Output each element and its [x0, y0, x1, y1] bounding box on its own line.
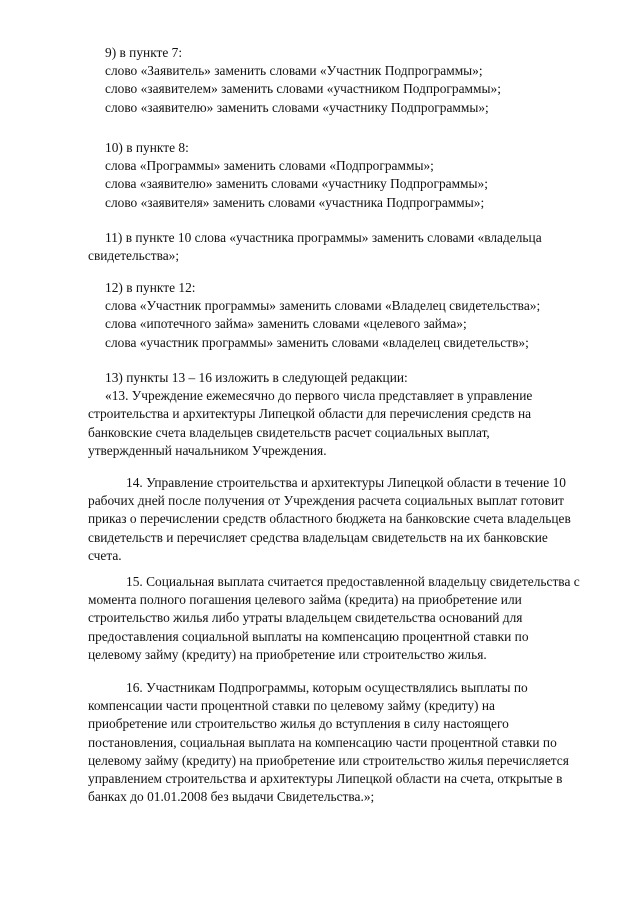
paragraph-16-line: целевому займу (кредиту) на приобретение или строительство жилья перечисляется — [88, 752, 569, 768]
item-11-line: 11) в пункте 10 слова «участника программы» заменить словами «владельца — [105, 230, 542, 245]
item-10 — [105, 139, 625, 212]
paragraph-14-line: счета. — [88, 547, 122, 563]
item-10-line: слово «заявителя» заменить словами «участника Подпрограммы»; — [105, 194, 485, 210]
item-10-line: слова «заявителю» заменить словами «участнику Подпрограммы»; — [105, 176, 488, 192]
item-12-line: слова «участник программы» заменить словами «владелец свидетельств»; — [105, 334, 529, 350]
item-9-heading: 9) в пункте 7: — [105, 45, 183, 60]
paragraph-16-line: компенсации части процентной ставки по целевому займу (кредиту) на — [88, 698, 495, 714]
paragraph-14 — [88, 474, 608, 565]
item-9-line: слово «заявителю» заменить словами «участнику Подпрограммы»; — [105, 99, 489, 115]
item-11-line: свидетельства»; — [88, 248, 180, 264]
item-9 — [105, 44, 625, 117]
paragraph-14-line: приказ о перечислении средств областного бюджета на банковские счета владельцев — [88, 511, 571, 527]
item-12-heading: 12) в пункте 12: — [105, 280, 196, 295]
paragraph-16-line: управлением строительства и архитектуры Липецкой области на счета, открытые в — [88, 771, 563, 787]
paragraph-16-line: 16. Участникам Подпрограммы, которым осуществлялись выплаты по — [126, 680, 528, 695]
item-10-line: слова «Программы» заменить словами «Подпрограммы»; — [105, 158, 434, 174]
paragraph-15-line: момента полного погашения целевого займа (кредита) на приобретение или — [88, 592, 522, 608]
paragraph-15-line: предоставления социальной выплаты на компенсацию процентной ставки по — [88, 628, 529, 644]
paragraph-15 — [88, 573, 608, 664]
item-9-line: слово «заявителем» заменить словами «участником Подпрограммы»; — [105, 81, 501, 97]
paragraph-15-line: 15. Социальная выплата считается предоставленной владельцу свидетельства с — [126, 574, 580, 589]
paragraph-15-line: строительство жилья либо утраты владельцем свидетельства оснований для — [88, 610, 523, 626]
item-12-line: слова «ипотечного займа» заменить словами «целевого займа»; — [105, 316, 467, 332]
paragraph-16-line: банках до 01.01.2008 без выдачи Свидетельства.»; — [88, 789, 375, 805]
item-13-line: «13. Учреждение ежемесячно до первого числа представляет в управление — [105, 388, 533, 404]
item-13 — [88, 369, 608, 460]
item-9-line: слово «Заявитель» заменить словами «Участник Подпрограммы»; — [105, 63, 483, 79]
item-13-line: строительства и архитектуры Липецкой области для перечисления средств на — [88, 406, 532, 422]
item-11 — [88, 229, 608, 265]
item-12 — [105, 279, 625, 352]
item-12-line: слова «Участник программы» заменить словами «Владелец свидетельства»; — [105, 298, 541, 314]
paragraph-16-line: приобретение или строительство жилья до вступления в силу настоящего — [88, 716, 509, 732]
paragraph-14-line: рабочих дней после получения от Учреждения расчета социальных выплат готовит — [88, 493, 564, 509]
item-13-line: утвержденный начальником Учреждения. — [88, 442, 327, 458]
paragraph-16 — [88, 679, 608, 806]
item-13-line: банковские счета владельцев свидетельств расчет социальных выплат, — [88, 424, 490, 440]
paragraph-16-line: постановления, социальная выплата на компенсацию части процентной ставки по — [88, 734, 557, 750]
paragraph-15-line: целевому займу (кредиту) на приобретение или строительство жилья. — [88, 646, 487, 662]
paragraph-14-line: свидетельств и перечисляет средства владельцам свидетельств на их банковские — [88, 529, 548, 545]
item-10-heading: 10) в пункте 8: — [105, 140, 189, 155]
paragraph-14-line: 14. Управление строительства и архитектуры Липецкой области в течение 10 — [126, 475, 566, 490]
item-13-heading: 13) пункты 13 – 16 изложить в следующей редакции: — [105, 370, 408, 385]
